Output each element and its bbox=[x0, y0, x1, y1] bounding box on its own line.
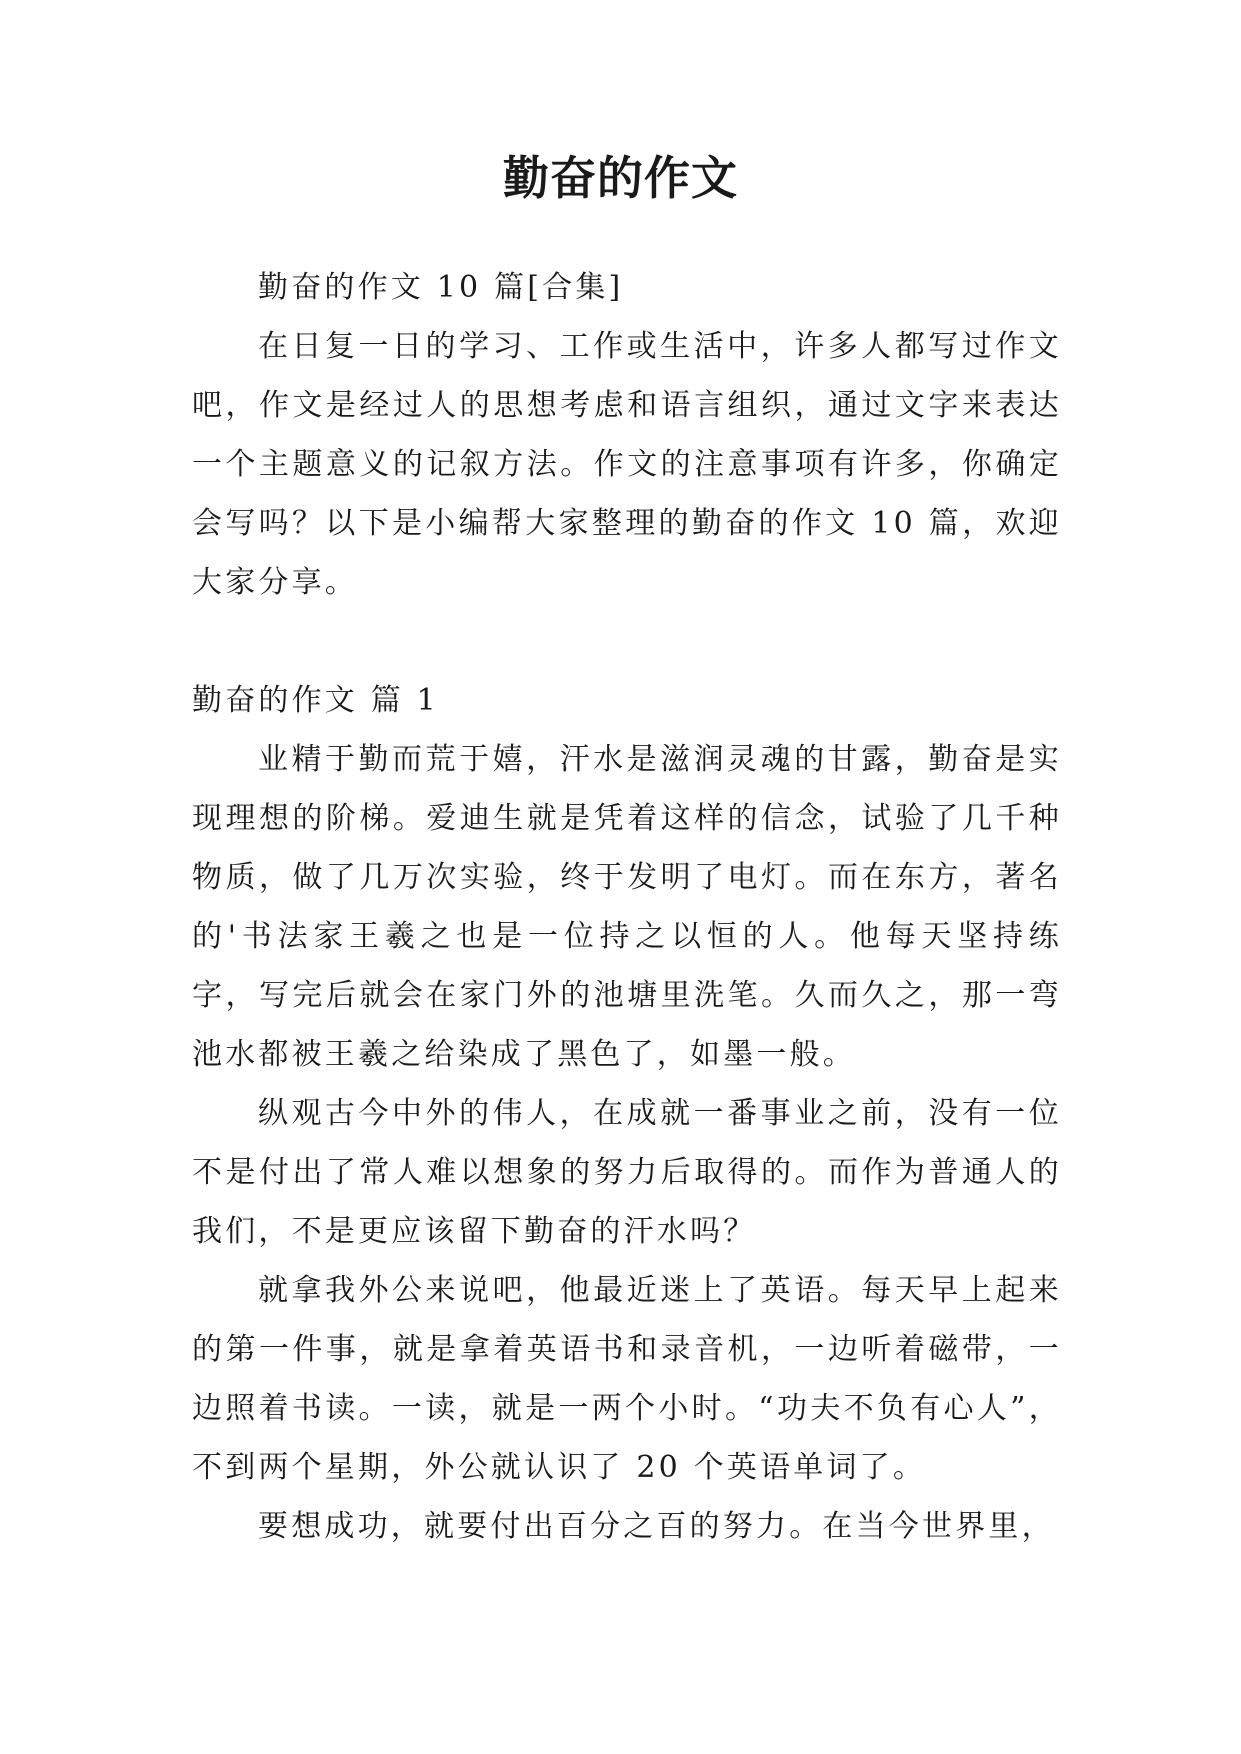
body-paragraph: 业精于勤而荒于嬉，汗水是滋润灵魂的甘露，勤奋是实现理想的阶梯。爱迪生就是凭着这样的信念，试验了几千种物质，做了几万次实验，终于发明了电灯。而在东方，著名的'书法家王羲之也是一位持之以恒的人。他每天坚持练字，写完后就会在家门外的池塘里洗笔。久而久之，那一弯池水都被王羲之给染成了黑色了，如墨一般。 bbox=[192, 742, 1062, 1072]
document-body bbox=[192, 258, 1062, 1556]
intro-paragraph: 在日复一日的学习、工作或生活中，许多人都写过作文吧，作文是经过人的思想考虑和语言组织，通过文字来表达一个主题意义的记叙方法。作文的注意事项有许多，你确定会写吗？以下是小编帮大家整理的勤奋的作文 10 篇，欢迎大家分享。 bbox=[192, 329, 1062, 600]
body-paragraph: 就拿我外公来说吧，他最近迷上了英语。每天早上起来的第一件事，就是拿着英语书和录音机，一边听着磁带，一边照着书读。一读，就是一两个小时。“功夫不负有心人”，不到两个星期，外公就认识了 20 个英语单词了。 bbox=[192, 1273, 1062, 1485]
document-subtitle: 勤奋的作文 10 篇[合集] bbox=[258, 270, 624, 305]
body-paragraph: 要想成功，就要付出百分之百的努力。在当今世界里， bbox=[258, 1509, 1055, 1544]
document-title: 勤奋的作文 bbox=[503, 151, 738, 205]
section-heading: 勤奋的作文 篇 1 bbox=[192, 683, 439, 718]
body-paragraph: 纵观古今中外的伟人，在成就一番事业之前，没有一位不是付出了常人难以想象的努力后取得的。而作为普通人的我们，不是更应该留下勤奋的汗水吗？ bbox=[192, 1096, 1062, 1249]
